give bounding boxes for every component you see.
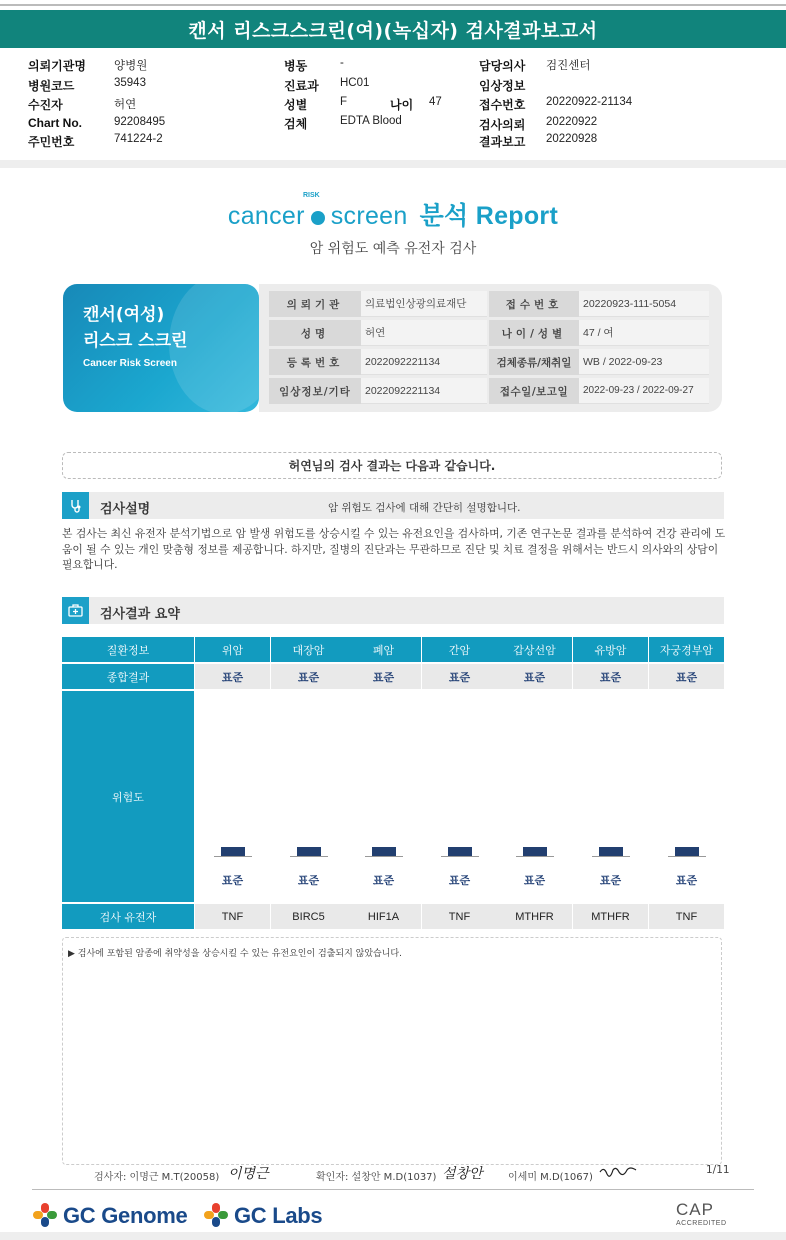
header-label: 결과보고 — [479, 135, 526, 149]
section-result-summary — [62, 597, 724, 624]
info-label: 임상정보/기타 — [269, 378, 361, 404]
risk-baseline — [365, 856, 403, 857]
risk-baseline — [668, 856, 706, 857]
third-signer: 이세미 M.D(1067) — [508, 1172, 593, 1183]
info-value: 허연 — [361, 320, 487, 346]
risk-level-label: 표준 — [372, 874, 395, 887]
risk-baseline — [290, 856, 328, 857]
info-value: 의료법인상광의료재단 — [361, 291, 487, 317]
risk-level-marker — [297, 847, 321, 856]
result-note: ▶ 검사에 포함된 암종에 취약성을 상승시킬 수 있는 유전요인이 검출되지 않았습니다. — [68, 949, 402, 959]
header-value: 20220922 — [546, 116, 598, 128]
risk-cell — [497, 691, 572, 902]
info-value: 2022-09-23 / 2022-09-27 — [579, 378, 709, 404]
header-label: 성별 — [284, 98, 308, 112]
info-value: 47 / 여 — [579, 320, 709, 346]
header-value: HC01 — [340, 77, 370, 89]
risk-level-label: 표준 — [599, 874, 622, 887]
header-label: 접수번호 — [479, 98, 526, 112]
risk-level-marker — [599, 847, 623, 856]
overall-result-cell: 표준 — [497, 664, 572, 689]
gc-labs-cross-icon — [204, 1203, 228, 1227]
test-description: 본 검사는 최신 유전자 분석기법으로 암 발생 위험도를 상승시킬 수 있는 유전요인을 검사하며, 기존 연구논문 결과를 분석하여 건강 관리에 도움이 될 수 있는 개인 맞춤형 정보를 제공합니다. 하지만, 질병의 진단과는 무관하므로 진단 및 치료 결정을 위해서는 반드시 의사와의 상담이 필요합니다. — [62, 527, 726, 571]
confirmer-signature: 설창안 — [442, 1166, 483, 1182]
gc-labs-logo: GC Labs — [234, 1203, 323, 1228]
risk-cell — [573, 691, 648, 902]
info-label: 성명 — [269, 320, 361, 346]
overall-result-cell: 표준 — [195, 664, 270, 689]
footer-divider — [32, 1189, 754, 1190]
overall-result-cell: 표준 — [422, 664, 497, 689]
gene-cell: TNF — [195, 904, 270, 929]
header-value: 양병원 — [114, 60, 148, 72]
logo-word-screen: screen — [330, 202, 408, 230]
overall-result-cell: 표준 — [346, 664, 421, 689]
header-value: 35943 — [114, 77, 146, 89]
product-card — [63, 284, 259, 412]
report-subtitle: 암 위험도 예측 유전자 검사 — [309, 241, 477, 257]
risk-level-marker — [221, 847, 245, 856]
row-label-risk: 위험도 — [62, 691, 194, 902]
risk-cell — [195, 691, 270, 902]
row-label-gene: 검사 유전자 — [62, 904, 194, 929]
info-label: 접수일/보고일 — [489, 378, 579, 404]
disease-header: 위암 — [195, 637, 270, 662]
overall-result-cell: 표준 — [649, 664, 724, 689]
gc-genome-cross-icon — [33, 1203, 57, 1227]
risk-level-marker — [448, 847, 472, 856]
header-label: 임상정보 — [479, 79, 526, 93]
risk-cell — [649, 691, 724, 902]
gene-cell: MTHFR — [497, 904, 572, 929]
section-title: 검사설명 — [100, 502, 151, 517]
result-note-box — [62, 937, 722, 1165]
header-label: 주민번호 — [28, 135, 75, 149]
risk-cell — [346, 691, 421, 902]
disease-header: 유방암 — [573, 637, 648, 662]
report-title: 캔서 리스크스크린(여)(녹십자) 검사결과보고서 — [0, 10, 786, 48]
age-value: 47 — [429, 96, 442, 108]
header-label: 진료과 — [284, 79, 319, 93]
risk-cell — [422, 691, 497, 902]
card-title-en: Cancer Risk Screen — [83, 358, 177, 369]
logo-risk-tag: RISK — [303, 192, 320, 199]
info-label: 나이/성별 — [489, 320, 579, 346]
header-label: Chart No. — [28, 116, 82, 130]
result-banner: 허연님의 검사 결과는 다음과 같습니다. — [62, 452, 722, 479]
info-value: 2022092221134 — [361, 378, 487, 404]
header-label: 담당의사 — [479, 59, 526, 73]
disease-header: 갑상선암 — [497, 637, 572, 662]
cancer-risk-screen-logo — [0, 192, 786, 232]
gene-cell: BIRC5 — [271, 904, 346, 929]
header-value: 검진센터 — [546, 60, 591, 72]
disease-header: 자궁경부암 — [649, 637, 724, 662]
info-label: 등록번호 — [269, 349, 361, 375]
header-label: 수진자 — [28, 98, 63, 112]
gene-cell: TNF — [649, 904, 724, 929]
top-rule — [0, 4, 786, 6]
bottom-strip — [0, 1232, 786, 1240]
info-label: 검체종류/채취일 — [489, 349, 579, 375]
section-note: 암 위험도 검사에 대해 간단히 설명합니다. — [328, 502, 521, 514]
medical-kit-icon — [62, 597, 89, 624]
risk-baseline — [441, 856, 479, 857]
header-value: EDTA Blood — [340, 115, 402, 127]
header-value: - — [340, 57, 344, 69]
overall-result-cell: 표준 — [573, 664, 648, 689]
risk-level-label: 표준 — [675, 874, 698, 887]
info-value: WB / 2022-09-23 — [579, 349, 709, 375]
header-divider — [0, 160, 786, 168]
risk-baseline — [516, 856, 554, 857]
row-label-disease: 질환정보 — [62, 637, 194, 662]
risk-level-marker — [523, 847, 547, 856]
header-label: 검체 — [284, 117, 308, 131]
risk-level-label: 표준 — [221, 874, 244, 887]
header-value: F — [340, 96, 348, 108]
disease-header: 대장암 — [271, 637, 346, 662]
cap-accredited-logo — [676, 1200, 727, 1227]
row-label-overall: 종합결과 — [62, 664, 194, 689]
tester-signature: 이명근 — [228, 1166, 269, 1182]
info-value: 2022092221134 — [361, 349, 487, 375]
header-value: 20220922-21134 — [546, 96, 633, 108]
card-title-line2: 리스크 스크린 — [83, 331, 188, 351]
header-label: 병원코드 — [28, 79, 75, 93]
risk-level-marker — [372, 847, 396, 856]
header-label: 병동 — [284, 59, 308, 73]
risk-baseline — [592, 856, 630, 857]
logo-word-report: 분석 Report — [419, 202, 559, 230]
gene-cell: MTHFR — [573, 904, 648, 929]
patient-info-card — [259, 284, 722, 412]
cap-subtext: ACCREDITED — [676, 1220, 727, 1227]
page-number: 1/11 — [706, 1164, 730, 1176]
overall-result-cell: 표준 — [271, 664, 346, 689]
info-label: 의뢰기관 — [269, 291, 361, 317]
header-label: 의뢰기관명 — [28, 59, 86, 73]
disease-header: 폐암 — [346, 637, 421, 662]
risk-level-marker — [675, 847, 699, 856]
section-title: 검사결과 요약 — [100, 607, 180, 622]
risk-level-label: 표준 — [448, 874, 471, 887]
gc-genome-logo: GC Genome — [63, 1203, 188, 1228]
info-label: 접수번호 — [489, 291, 579, 317]
header-value: 허연 — [114, 99, 137, 111]
third-signature-scribble — [598, 1164, 638, 1178]
header-label: 검사의뢰 — [479, 118, 526, 132]
logo-word-cancer: cancer — [227, 202, 305, 230]
risk-level-label: 표준 — [523, 874, 546, 887]
gene-cell: HIF1A — [346, 904, 421, 929]
age-label: 나이 — [390, 98, 414, 112]
header-value: 20220928 — [546, 133, 598, 145]
section-test-description — [62, 492, 724, 519]
confirmer: 확인자: 설창안 M.D(1037) — [316, 1172, 437, 1183]
logo-dot-icon — [311, 211, 325, 225]
header-value: 741224-2 — [114, 133, 163, 145]
card-title-line1: 캔서(여성) — [83, 305, 165, 325]
tester: 검사자: 이명근 M.T(20058) — [94, 1172, 220, 1183]
stethoscope-icon — [62, 492, 89, 519]
risk-level-label: 표준 — [297, 874, 320, 887]
risk-cell — [271, 691, 346, 902]
cap-text: CAP — [676, 1200, 714, 1219]
gene-cell: TNF — [422, 904, 497, 929]
info-value: 20220923-111-5054 — [579, 291, 709, 317]
risk-baseline — [214, 856, 252, 857]
disease-header: 간암 — [422, 637, 497, 662]
header-value: 92208495 — [114, 116, 166, 128]
